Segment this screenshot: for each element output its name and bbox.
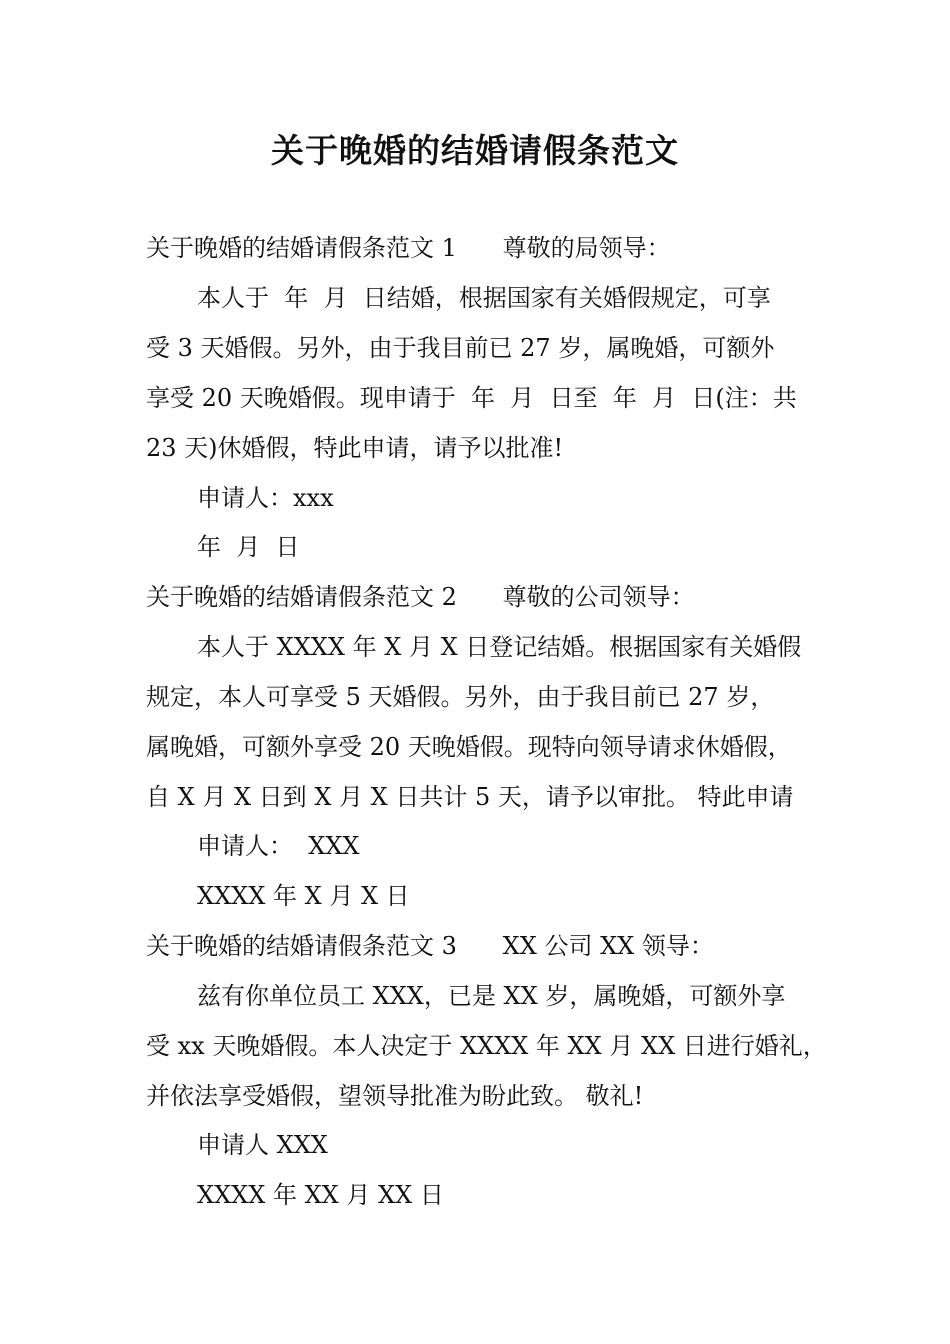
section-1-body-line: 受 3 天婚假。另外，由于我目前已 27 岁，属晚婚，可额外 <box>146 334 775 362</box>
section-2-body-line: 自 X 月 X 日到 X 月 X 日共计 5 天，请予以审批。 特此申请 <box>146 783 794 811</box>
document-title: 关于晚婚的结婚请假条范文 <box>271 131 679 170</box>
section-3-body-line: 并依法享受婚假，望领导批准为盼此致。 敬礼! <box>146 1082 644 1110</box>
section-1-body-line: 本人于 年 月 日结婚，根据国家有关婚假规定，可享 <box>197 284 771 312</box>
section-3-body-line: 受 xx 天晚婚假。本人决定于 XXXX 年 XX 月 XX 日进行婚礼， <box>146 1032 827 1060</box>
section-2-heading: 关于晚婚的结婚请假条范文 2 尊敬的公司领导： <box>146 583 695 611</box>
section-2-body-line: 本人于 XXXX 年 X 月 X 日登记结婚。根据国家有关婚假 <box>197 633 802 661</box>
section-1-heading: 关于晚婚的结婚请假条范文 1 尊敬的局领导： <box>146 234 671 262</box>
section-1-date: 年 月 日 <box>197 533 300 561</box>
section-1-body-line: 23 天)休婚假，特此申请，请予以批准! <box>146 434 564 462</box>
section-2-body-line: 规定，本人可享受 5 天婚假。另外，由于我目前已 27 岁， <box>146 683 775 711</box>
section-2-body-line: 属晚婚，可额外享受 20 天晚婚假。现特向领导请求休婚假， <box>146 733 792 761</box>
section-1-body-line: 享受 20 天晚婚假。现申请于 年 月 日至 年 月 日(注：共 <box>146 384 797 412</box>
section-3-applicant: 申请人 XXX <box>197 1131 328 1159</box>
section-3-date: XXXX 年 XX 月 XX 日 <box>197 1181 444 1209</box>
section-1-applicant: 申请人：xxx <box>197 484 334 512</box>
section-2-date: XXXX 年 X 月 X 日 <box>197 882 410 910</box>
section-3-body-line: 兹有你单位员工 XXX，已是 XX 岁，属晚婚，可额外享 <box>197 982 786 1010</box>
section-2-applicant: 申请人： XXX <box>197 832 360 860</box>
section-3-heading: 关于晚婚的结婚请假条范文 3 XX 公司 XX 领导： <box>146 932 714 960</box>
